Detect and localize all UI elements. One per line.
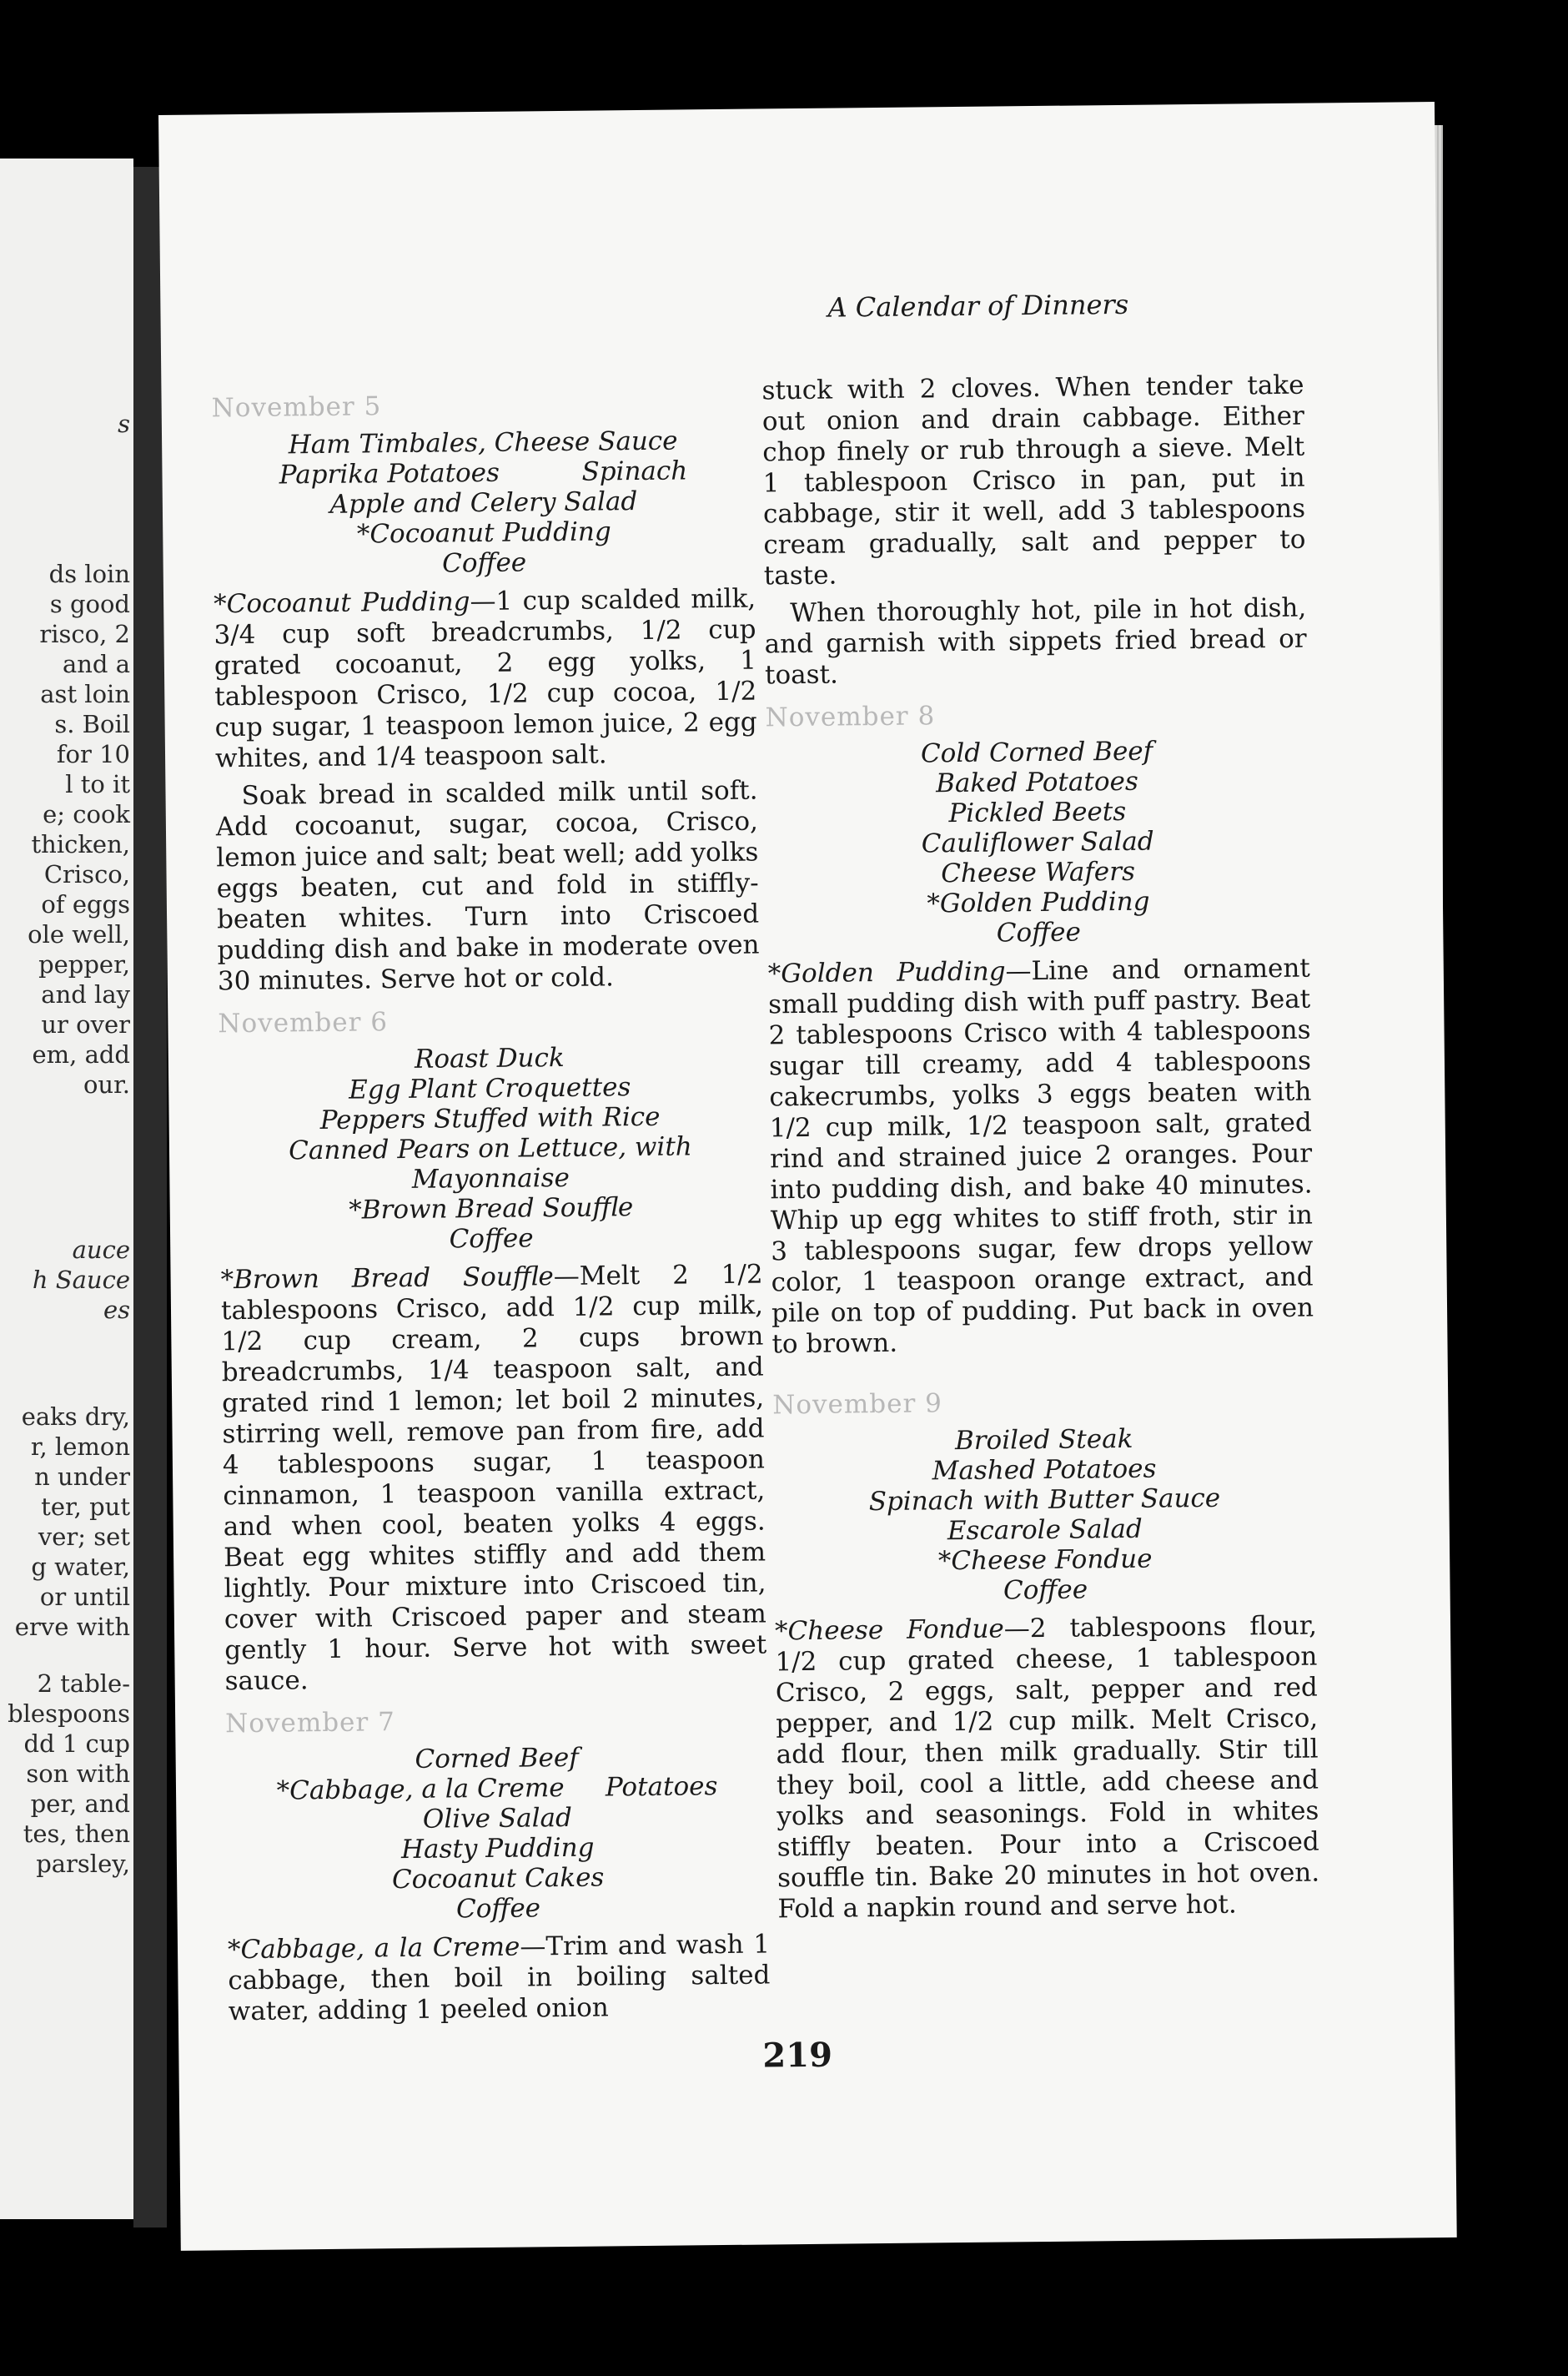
- facing-page-text: of eggs: [41, 890, 130, 919]
- left-column: [211, 376, 771, 2035]
- recipe-method: When thoroughly hot, pile in hot dish, and garnish with sippets fried bread or toast.: [764, 592, 1307, 691]
- facing-page-text: l to it: [65, 770, 130, 798]
- recipe-method: Soak bread in scalded milk until soft. Add cocoanut, sugar, cocoa, Crisco, lemon juice and salt; beat well; add yolks eggs beaten, cut and fold in stiffly-beaten whites. Turn into Criscoed pudding dish and bake in moderate oven 30 minutes. Serve hot or cold.: [215, 775, 760, 997]
- recipe-dish-name: *Golden Pudding: [767, 956, 1006, 989]
- book-page: [158, 102, 1457, 2251]
- menu-item: Pickled Beets: [948, 796, 1127, 829]
- menu-item: Spinach with Butter Sauce: [868, 1482, 1221, 1518]
- facing-page-text: ds loin: [48, 560, 130, 588]
- recipe-dish-name: *Cabbage, a la Creme: [227, 1931, 520, 1966]
- menu-item: Corned Beef: [415, 1742, 579, 1774]
- facing-page-text: thicken,: [31, 830, 130, 858]
- date-heading: November 7: [225, 1707, 396, 1739]
- menu-item: *Brown Bread Souffle: [349, 1192, 634, 1226]
- date-heading: November 9: [772, 1388, 943, 1421]
- facing-page-text: and lay: [41, 980, 130, 1009]
- menu-item: *Cabbage, a la Creme Potatoes: [276, 1771, 718, 1806]
- menu: [212, 425, 756, 581]
- menu-item: Peppers Stuffed with Rice: [319, 1101, 661, 1136]
- menu: [773, 1422, 1317, 1608]
- facing-page-text: dd 1 cup: [23, 1729, 130, 1758]
- menu-item: Coffee: [1003, 1574, 1088, 1606]
- recipe-continued: stuck with 2 cloves. When tender take out onion and drain cabbage. Either chop finely or rub through a sieve. Melt 1 tablespoon Crisco in pan, put in cabbage, stir it well, add 3 tablespoons cream gradually, salt and pepper to taste.: [761, 370, 1306, 591]
- recipe: [775, 1611, 1320, 1925]
- facing-page: [0, 159, 133, 2219]
- recipe-text: —Line and ornament small pudding dish with puff pastry. Beat 2 tablespoons Crisco with 4 tablespoons sugar till creamy, add 4 tablespoons cakecrumbs, yolks 3 eggs beaten with 1/2 cup milk, 1/2 teaspoon salt, grated rind and strained juice 2 oranges. Pour into pudding dish, and bake 40 minutes. Whip up egg whites to stiff froth, stir in 3 tablespoons sugar, few drops yellow color, 1 teaspoon orange extract, and pile on top of pudding. Put back in oven to brown.: [768, 953, 1314, 1360]
- menu: [766, 735, 1310, 951]
- recipe: [220, 1259, 766, 1697]
- facing-page-text: and a: [62, 650, 130, 678]
- facing-page-text: Crisco,: [43, 860, 130, 888]
- recipe: [768, 954, 1314, 1361]
- menu-item: Cauliflower Salad: [921, 826, 1154, 859]
- facing-page-text: ver; set: [38, 1523, 130, 1551]
- facing-page-text: s. Boil: [54, 710, 130, 738]
- menu-item: Cheese Wafers: [941, 856, 1136, 889]
- facing-page-text: per, and: [30, 1790, 130, 1818]
- menu-item: *Cheese Fondue: [937, 1543, 1153, 1577]
- facing-page-text: pepper,: [38, 950, 130, 979]
- facing-page-text: parsley,: [36, 1850, 130, 1878]
- facing-page-text: em, add: [32, 1040, 130, 1069]
- facing-page-text: ur over: [41, 1010, 130, 1039]
- menu-item: Escarole Salad: [947, 1513, 1143, 1547]
- facing-page-text: e; cook: [43, 800, 130, 828]
- facing-page-text: ter, put: [41, 1493, 130, 1521]
- menu-item: Egg Plant Croquettes: [348, 1072, 631, 1105]
- menu: [219, 1041, 763, 1257]
- date-heading: November 5: [211, 391, 382, 424]
- menu-item: *Golden Pudding: [927, 886, 1150, 919]
- running-head: A Calendar of Dinners: [827, 288, 1129, 324]
- facing-page-text: tes, then: [23, 1820, 130, 1848]
- facing-page-text: erve with: [14, 1613, 130, 1641]
- facing-page-text: 2 table-: [37, 1669, 130, 1698]
- menu-item: Olive Salad: [422, 1802, 573, 1835]
- menu-item: Coffee: [996, 917, 1082, 949]
- menu-item: Coffee: [449, 1223, 534, 1255]
- recipe-text: —2 tablespoons flour, 1/2 cup grated cheese, 1 tablespoon Crisco, 2 eggs, salt, pepper and red pepper, and 1/2 cup milk. Melt Crisco, add flour, then milk gradually. Stir till they boil, cool a little, add cheese and yolks and seasonings. Fold in whites stiffly beaten. Pour into a Criscoed souffle tin. Bake 20 minutes in hot oven. Fold a napkin round and serve hot.: [775, 1610, 1320, 1925]
- facing-page-text: es: [103, 1296, 130, 1324]
- facing-page-text: s good: [49, 590, 130, 618]
- menu-item: *Cocoanut Pudding: [356, 516, 611, 550]
- facing-page-text: blespoons: [8, 1699, 130, 1728]
- facing-page-text: n under: [34, 1462, 130, 1491]
- facing-page-text: g water,: [31, 1553, 130, 1581]
- right-column: [761, 370, 1319, 1932]
- recipe: [214, 584, 757, 775]
- menu-item: Broiled Steak: [954, 1423, 1133, 1457]
- menu-item: Cold Corned Beef: [920, 736, 1153, 769]
- facing-page-text: ast loin: [40, 680, 130, 708]
- facing-page-text: s: [118, 410, 130, 438]
- facing-page-text: auce: [72, 1236, 130, 1264]
- recipe-text: —Trim and wash 1 cabbage, then boil in boiling salted water, adding 1 peeled onion: [228, 1929, 771, 2027]
- recipe-dish-name: *Cheese Fondue: [774, 1613, 1004, 1647]
- facing-page-text: r, lemon: [30, 1432, 130, 1461]
- menu-item: Baked Potatoes: [935, 766, 1138, 799]
- facing-page-text: ole well,: [28, 920, 130, 949]
- menu-item: Paprika Potatoes Spinach: [279, 456, 688, 491]
- recipe-dish-name: *Brown Bread Souffle: [220, 1261, 554, 1296]
- menu: [225, 1740, 769, 1926]
- page-number: 219: [762, 2035, 833, 2076]
- recipe: [228, 1929, 771, 2027]
- menu-item: Mayonnaise: [411, 1162, 570, 1195]
- menu-item: Ham Timbales, Cheese Sauce: [288, 425, 678, 461]
- facing-page-text: h Sauce: [32, 1266, 130, 1294]
- facing-page-text: or until: [39, 1583, 130, 1611]
- menu-item: Mashed Potatoes: [932, 1453, 1157, 1487]
- menu-item: Canned Pears on Lettuce, with: [288, 1131, 692, 1166]
- menu-item: Apple and Celery Salad: [329, 486, 638, 520]
- recipe-text: —Melt 2 1/2 tablespoons Crisco, add 1/2 cup milk, 1/2 cup cream, 2 cups brown breadcrumbs, 1/4 teaspoon salt, and grated rind 1 lemon; let boil 2 minutes, stirring well, remove pan from fire, add 4 tablespoons sugar, 1 teaspoon cinnamon, 1 teaspoon vanilla extract, and when cool, beaten yolks 4 eggs. Beat egg whites stiffly and add them lightly. Pour mixture into Criscoed tin, cover with Criscoed paper and steam gently 1 hour. Serve hot with sweet sauce.: [220, 1259, 767, 1697]
- facing-page-text: eaks dry,: [21, 1402, 130, 1431]
- facing-page-text: risco, 2: [39, 620, 130, 648]
- menu-item: Roast Duck: [414, 1042, 565, 1075]
- facing-page-text: for 10: [56, 740, 130, 768]
- menu-item: Hasty Pudding: [400, 1832, 595, 1865]
- menu-item: Cocoanut Cakes: [391, 1862, 605, 1895]
- menu-item: Coffee: [441, 547, 527, 579]
- recipe-dish-name: *Cocoanut Pudding: [213, 586, 470, 620]
- recipe-text: —1 cup scalded milk, 3/4 cup soft breadcrumbs, 1/2 cup grated cocoanut, 2 egg yolks, 1 tablespoon Crisco, 1/2 cup cocoa, 1/2 cup sugar, 1 teaspoon lemon juice, 2 egg whites, and 1/4 teaspoon salt.: [214, 583, 757, 774]
- facing-page-text: our.: [83, 1070, 130, 1099]
- date-heading: November 6: [218, 1007, 389, 1040]
- date-heading: November 8: [765, 701, 936, 733]
- menu-item: Coffee: [455, 1893, 541, 1925]
- facing-page-text: son with: [26, 1759, 130, 1788]
